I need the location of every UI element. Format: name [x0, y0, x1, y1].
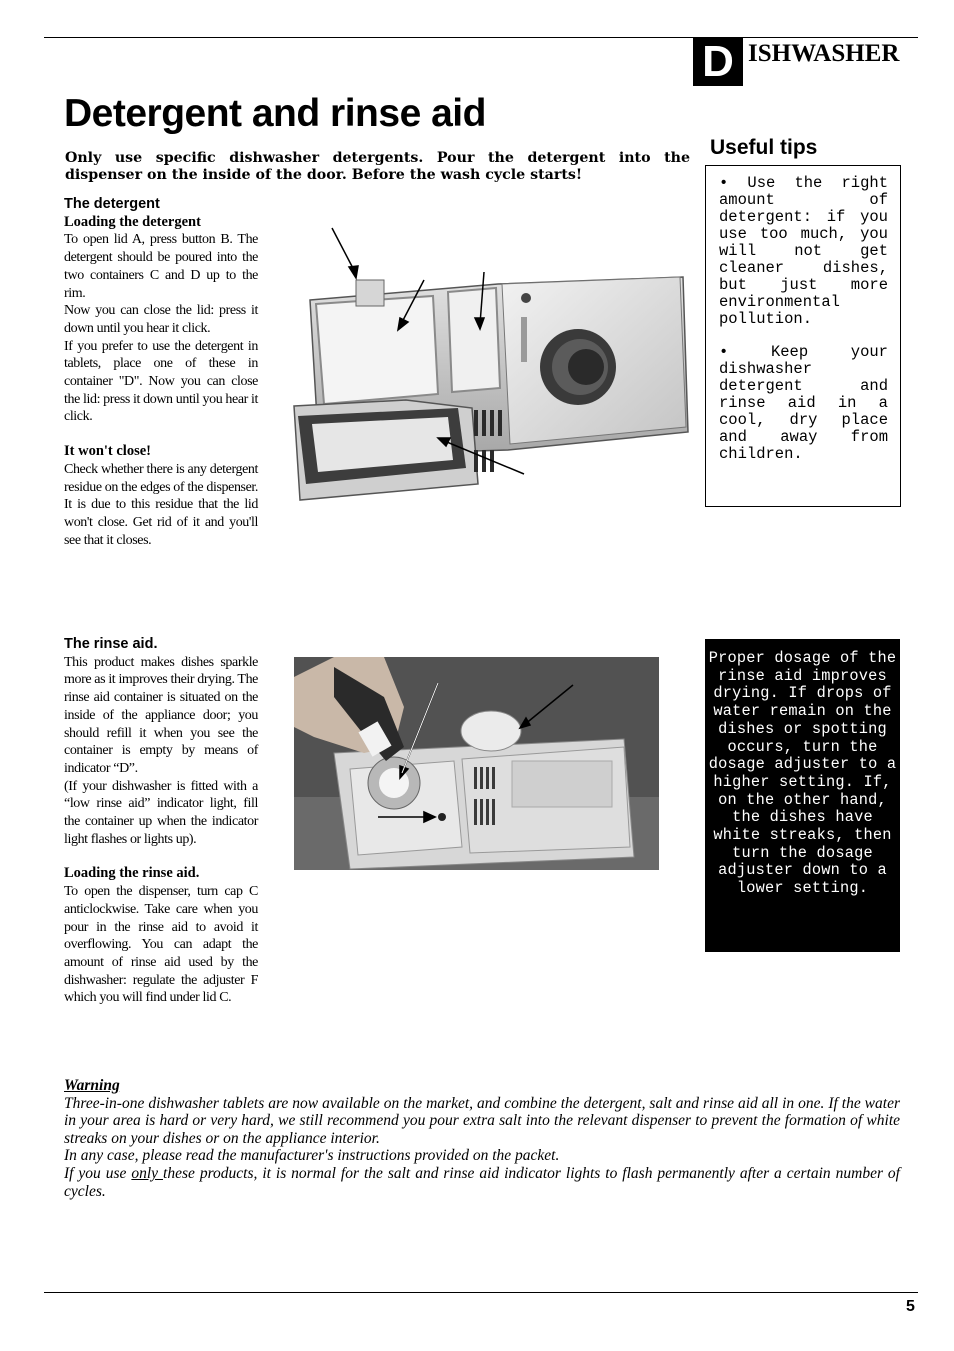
top-rule [44, 37, 918, 38]
page-number: 5 [906, 1298, 915, 1315]
detergent-paragraph: If you prefer to use the detergent in tablets, place one of these in container "D". Now you can close the lid: press it down until you hear it click. [64, 338, 258, 425]
warning-heading: Warning [64, 1077, 120, 1094]
emphasis-only: only [131, 1164, 164, 1182]
detergent-paragraph: To open lid A, press button B. The detergent should be poured into the two containers C and D up to the rim. [64, 232, 258, 301]
warning-paragraph: If you use only these products, it is normal for the salt and rinse aid indicator lights to flash permanently after a certain number of cycles. [64, 1164, 900, 1200]
rinse-aid-dispenser-photo [294, 657, 659, 870]
loading-detergent-subheading: Loading the detergent [64, 213, 201, 230]
tip-item: • Keep your dishwasher detergent and rinse aid in a cool, dry place and away from children. [719, 343, 888, 463]
useful-tips-box [705, 165, 901, 507]
section-title: ISHWASHER [748, 40, 900, 67]
warning-paragraph: In any case, please read the manufacturer's instructions provided on the packet. [64, 1147, 560, 1165]
detergent-section [64, 196, 258, 549]
useful-tips-heading: Useful tips [710, 136, 818, 159]
intro-line-2: dispenser on the inside of the door. Before the wash cycle starts! [65, 167, 583, 183]
rinse-paragraph: This product makes dishes sparkle more as it improves their drying. The rinse aid container is situated on the inside of the appliance door; you should refill it when you see the container is empty by means of indicator “D”. [64, 654, 258, 776]
bottom-rule [44, 1292, 918, 1293]
section-initial: D [693, 37, 743, 86]
rinse-paragraph: (If your dishwasher is fitted with a “low rinse aid” indicator light, fill the container up when the indicator light flashes or lights up). [64, 778, 258, 847]
dosage-note-box [705, 639, 900, 952]
warning-paragraph: Three-in-one dishwasher tablets are now available on the market, and combine the detergent, salt and rinse aid all in one. If the water in your area is hard or very hard, we still recommend you pour extra salt into the relevant dispenser to prevent the formation of white streaks on your dishes or on the appliance interior. [64, 1094, 900, 1147]
tip-item: • Use the right amount of detergent: if you use too much, you will not get cleaner dishes, but just more environmental pollution. [719, 174, 888, 328]
warning-section [64, 1077, 900, 1200]
detergent-paragraph: Now you can close the lid: press it down until you hear it click. [64, 303, 258, 336]
rinse-aid-section [64, 636, 258, 1007]
detergent-heading: The detergent [64, 196, 160, 212]
page-title: Detergent and rinse aid [64, 92, 486, 135]
intro-line-1: Only use specific dishwasher detergents. Pour the detergent into the [65, 150, 690, 166]
rinse-paragraph: To open the dispenser, turn cap C anticlockwise. Take care when you pour in the rinse aid to avoid it overflowing. You can adapt the amount of rinse aid used by the dishwasher: regulate the adjuster F which you will find under lid C. [64, 884, 258, 1006]
dosage-note-text: Proper dosage of the rinse aid improves drying. If drops of water remain on the dishes or spotting occurs, turn the dosage adjuster to a higher setting. If, on the other hand, the dishes have white streaks, then turn the dosage adjuster down to a lower setting. [708, 649, 897, 898]
rinse-aid-heading: The rinse aid. [64, 636, 158, 652]
wont-close-subheading: It won't close! [64, 443, 151, 460]
detergent-paragraph: Check whether there is any detergent residue on the edges of the dispenser. It is due to this residue that the lid won't close. Get rid of it and you'll see that it closes. [64, 461, 258, 548]
intro-text [65, 150, 690, 184]
detergent-dispenser-photo [288, 222, 693, 504]
loading-rinse-subheading: Loading the rinse aid. [64, 865, 200, 882]
